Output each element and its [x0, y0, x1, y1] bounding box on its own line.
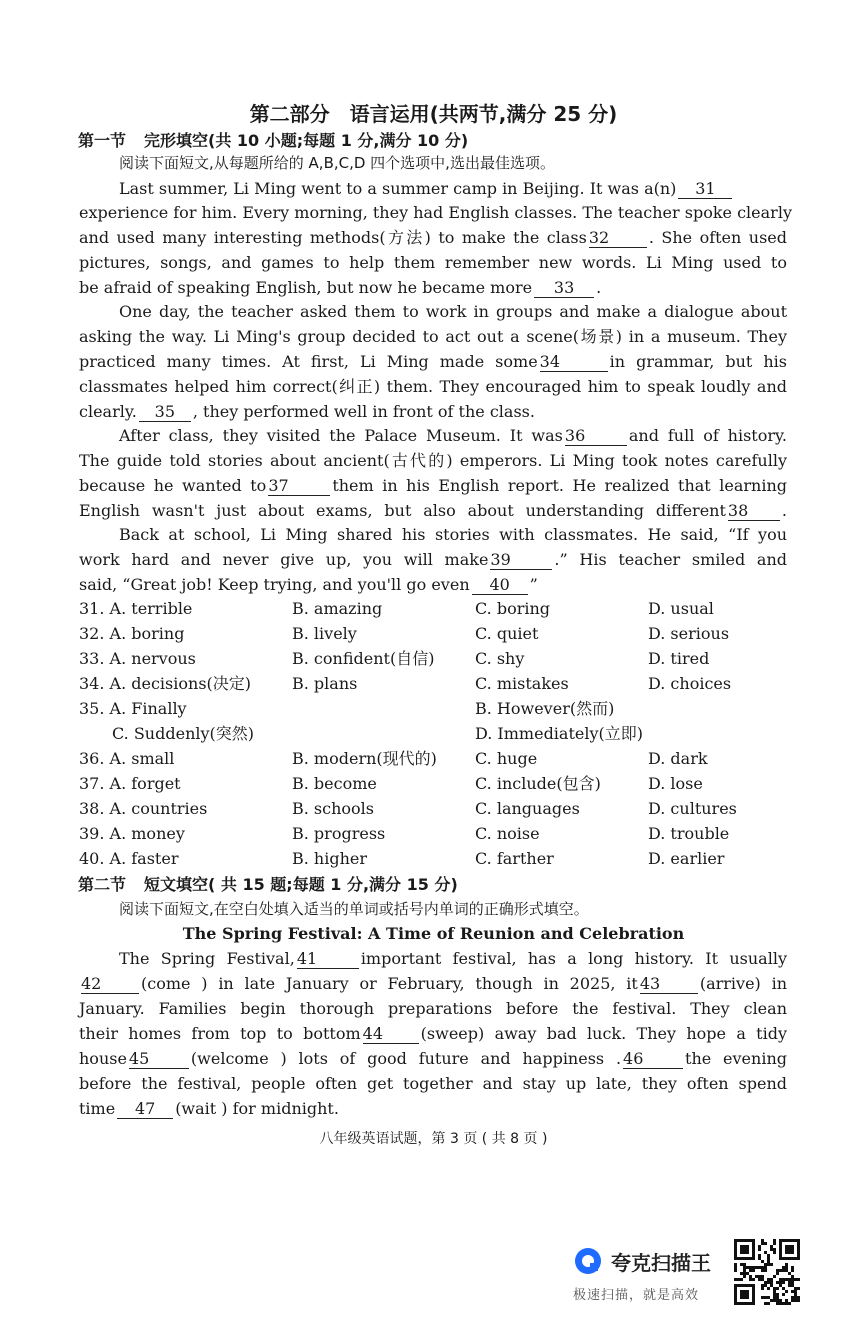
option-a: 32. A. boring	[79, 624, 185, 643]
answer-blank: 47	[117, 1100, 173, 1119]
fill-text: important festival, has a long history. It usually	[360, 949, 787, 968]
fill-text: The Spring Festival,	[119, 949, 295, 968]
answer-blank: 34	[540, 353, 608, 372]
fill-line	[119, 948, 787, 970]
option-b: B. amazing	[292, 599, 383, 618]
option-a: 35. A. Finally	[79, 699, 187, 718]
section1-instruction: 阅读下面短文,从每题所给的 A,B,C,D 四个选项中,选出最佳选项。	[119, 154, 555, 172]
fill-text: (welcome ) lots of good future and happiness .	[190, 1049, 622, 1068]
fill-text: (sweep) away bad luck. They hope a tidy	[420, 1024, 788, 1043]
cloze-line	[79, 450, 787, 472]
section1-number: 第一节	[78, 131, 127, 150]
cloze-text: because he wanted to	[79, 476, 267, 495]
cloze-line	[79, 401, 787, 423]
option-c: C. include(包含)	[475, 774, 601, 793]
cloze-text: be afraid of speaking English, but now he became more	[79, 278, 533, 297]
option-d: D. usual	[648, 599, 714, 618]
fill-text: (wait ) for midnight.	[175, 1099, 339, 1118]
option-d: D. choices	[648, 674, 732, 693]
fill-line	[79, 973, 787, 995]
option-c: C. languages	[475, 799, 580, 818]
option-d: D. earlier	[648, 849, 725, 868]
option-a: 36. A. small	[79, 749, 175, 768]
option-row	[79, 823, 787, 845]
answer-blank: 42	[81, 975, 139, 994]
answer-blank: 36	[565, 427, 627, 446]
fill-line	[79, 1098, 787, 1120]
cloze-line	[79, 277, 787, 299]
cloze-line	[79, 227, 787, 249]
option-d: D. serious	[648, 624, 730, 643]
cloze-text: and full of history.	[628, 426, 788, 445]
option-a: 31. A. terrible	[79, 599, 193, 618]
cloze-text: English wasn't just about exams, but also about understanding different	[79, 501, 726, 520]
cloze-text: pictures, songs, and games to help them remember new words. Li Ming used to	[79, 253, 787, 272]
cloze-text: them in his English report. He realized that learning	[332, 476, 788, 495]
cloze-text: After class, they visited the Palace Museum. It was	[119, 426, 563, 445]
fill-line	[79, 998, 787, 1020]
option-c: C. boring	[475, 599, 551, 618]
answer-blank: 35	[139, 403, 191, 422]
cloze-text: clearly.	[79, 402, 137, 421]
fill-line	[79, 1073, 787, 1095]
fill-text: house	[79, 1049, 127, 1068]
option-row	[79, 648, 787, 670]
cloze-text: said, “Great job! Keep trying, and you'll go even	[79, 575, 470, 594]
option-c: C. farther	[475, 849, 554, 868]
option-b: B. schools	[292, 799, 374, 818]
option-d: D. dark	[648, 749, 708, 768]
option-c: B. However(然而)	[475, 699, 615, 718]
cloze-line	[79, 351, 787, 373]
option-b: B. become	[292, 774, 377, 793]
option-row	[79, 698, 787, 720]
cloze-text: Last summer, Li Ming went to a summer camp in Beijing. It was a(n)	[119, 179, 677, 198]
option-row	[79, 673, 787, 695]
cloze-text: and used many interesting methods(方法) to make the class	[79, 228, 587, 247]
answer-blank: 31	[678, 180, 732, 199]
option-b: B. progress	[292, 824, 386, 843]
cloze-line	[79, 574, 787, 596]
cloze-text: work hard and never give up, you will make	[79, 550, 489, 569]
option-b: B. confident(自信)	[292, 649, 435, 668]
answer-blank: 46	[623, 1050, 683, 1069]
cloze-line	[119, 524, 787, 546]
qr-code-icon	[734, 1239, 800, 1305]
section1-heading	[78, 128, 468, 151]
quark-logo-icon	[573, 1246, 603, 1276]
section2-title: 短文填空( 共 15 题;每题 1 分,满分 15 分)	[144, 875, 458, 894]
answer-blank: 44	[363, 1025, 419, 1044]
brand-slogan: 极速扫描，就是高效	[573, 1288, 700, 1303]
cloze-line	[79, 475, 787, 497]
fill-text: (come ) in late January or February, though in 2025, it	[141, 974, 638, 993]
option-d: D. cultures	[648, 799, 737, 818]
cloze-line	[79, 202, 792, 224]
cloze-text: .	[781, 501, 787, 520]
option-c: C. noise	[475, 824, 540, 843]
answer-blank: 41	[297, 950, 359, 969]
cloze-line	[79, 326, 787, 348]
cloze-text: in grammar, but his	[609, 352, 787, 371]
option-row	[79, 848, 787, 870]
cloze-line	[79, 549, 787, 571]
answer-blank: 39	[490, 551, 552, 570]
cloze-line	[119, 425, 787, 447]
fill-text: before the festival, people often get together and stay up late, they often spend	[79, 1074, 787, 1093]
story-title: The Spring Festival: A Time of Reunion and Celebration	[182, 924, 685, 943]
fill-line	[79, 1048, 787, 1070]
option-row	[79, 773, 787, 795]
fill-text: time	[79, 1099, 116, 1118]
option-b: B. modern(现代的)	[292, 749, 437, 768]
answer-blank: 45	[129, 1050, 189, 1069]
answer-blank: 33	[534, 279, 594, 298]
cloze-text: ”	[529, 575, 538, 594]
option-c: C. quiet	[475, 624, 539, 643]
option-a: 33. A. nervous	[79, 649, 196, 668]
cloze-line	[79, 252, 787, 274]
cloze-text: One day, the teacher asked them to work in groups and make a dialogue about	[119, 302, 787, 321]
cloze-line	[79, 376, 787, 398]
answer-blank: 32	[589, 229, 647, 248]
option-a: C. Suddenly(突然)	[112, 724, 255, 743]
cloze-text: Back at school, Li Ming shared his stories with classmates. He said, “If you	[119, 525, 787, 544]
cloze-text: . She often used	[648, 228, 787, 247]
cloze-text: The guide told stories about ancient(古代的) emperors. Li Ming took notes carefully	[79, 451, 787, 470]
option-d: D. tired	[648, 649, 710, 668]
cloze-line	[119, 178, 787, 200]
option-a: 38. A. countries	[79, 799, 208, 818]
cloze-text: asking the way. Li Ming's group decided to act out a scene(场景) in a museum. They	[79, 327, 787, 346]
fill-text: (arrive) in	[699, 974, 787, 993]
cloze-text: practiced many times. At first, Li Ming made some	[79, 352, 538, 371]
cloze-text: , they performed well in front of the class.	[192, 402, 535, 421]
answer-blank: 38	[728, 502, 780, 521]
cloze-line	[79, 500, 787, 522]
option-row	[79, 598, 787, 620]
section2-number: 第二节	[78, 875, 127, 894]
option-c: C. mistakes	[475, 674, 569, 693]
answer-blank: 43	[640, 975, 698, 994]
option-row	[79, 798, 787, 820]
section2-instruction: 阅读下面短文,在空白处填入适当的单词或括号内单词的正确形式填空。	[119, 900, 589, 918]
scanner-watermark	[573, 1242, 733, 1304]
option-row	[79, 748, 787, 770]
fill-text: their homes from top to bottom	[79, 1024, 361, 1043]
fill-text: the evening	[685, 1049, 787, 1068]
option-d: D. trouble	[648, 824, 730, 843]
answer-blank: 37	[268, 477, 330, 496]
option-c: C. shy	[475, 649, 525, 668]
option-d: D. lose	[648, 774, 703, 793]
section2-heading	[78, 872, 458, 895]
cloze-text: experience for him. Every morning, they had English classes. The teacher spoke clearly	[79, 203, 792, 222]
option-a: 40. A. faster	[79, 849, 179, 868]
cloze-text: .” His teacher smiled and	[554, 550, 787, 569]
fill-text: January. Families begin thorough preparations before the festival. They clean	[79, 999, 787, 1018]
option-row	[79, 723, 787, 745]
option-a: 37. A. forget	[79, 774, 181, 793]
cloze-text: .	[596, 278, 602, 297]
option-row	[79, 623, 787, 645]
page-footer: 八年级英语试题，第 3 页 ( 共 8 页 )	[319, 1131, 548, 1147]
option-b: B. plans	[292, 674, 358, 693]
option-c: C. huge	[475, 749, 538, 768]
cloze-text: classmates helped him correct(纠正) them. They encouraged him to speak loudly and	[79, 377, 787, 396]
section1-title: 完形填空(共 10 小题;每题 1 分,满分 10 分)	[144, 131, 469, 150]
option-a: 39. A. money	[79, 824, 185, 843]
option-c: D. Immediately(立即)	[475, 724, 644, 743]
option-b: B. higher	[292, 849, 368, 868]
cloze-line	[119, 301, 787, 323]
part-title: 第二部分 语言运用(共两节,满分 25 分)	[249, 102, 618, 126]
answer-blank: 40	[472, 576, 528, 595]
brand-name: 夸克扫描王	[611, 1251, 711, 1275]
fill-line	[79, 1023, 787, 1045]
option-a: 34. A. decisions(决定)	[79, 674, 252, 693]
option-b: B. lively	[292, 624, 357, 643]
